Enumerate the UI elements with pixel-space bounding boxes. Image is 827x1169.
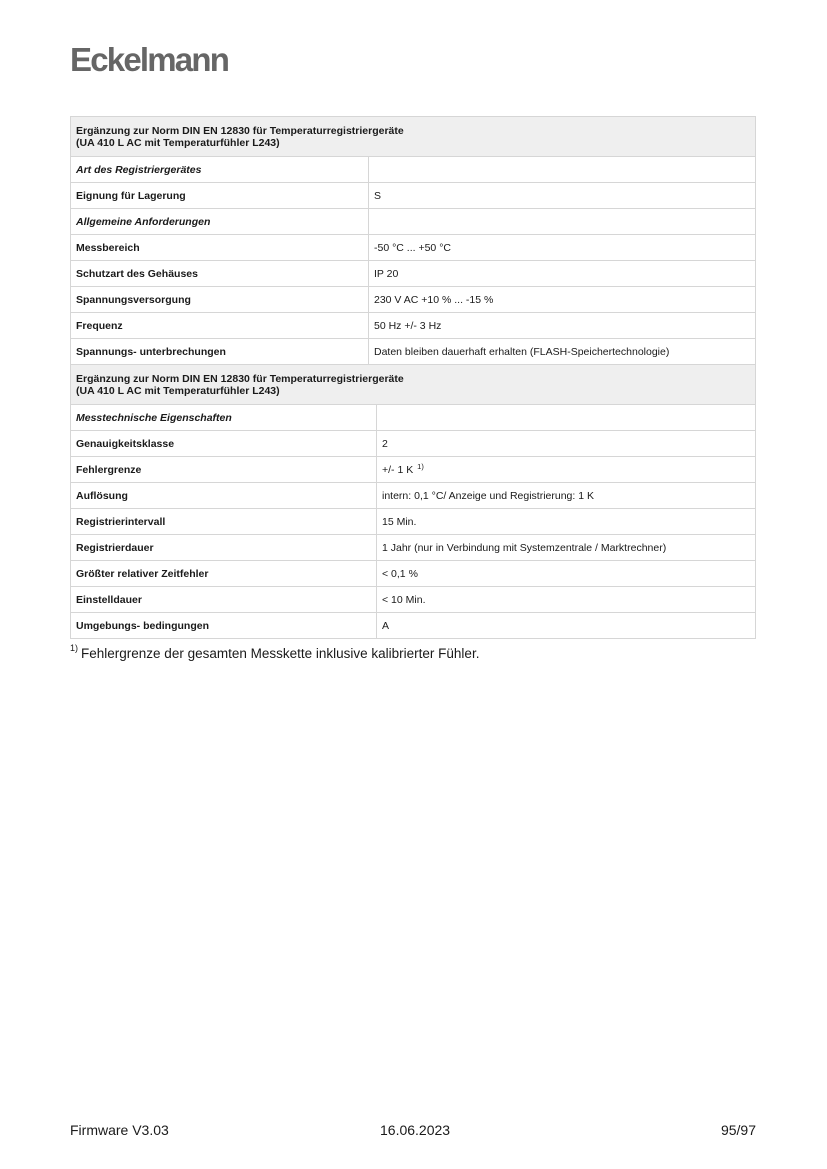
- table-row: [71, 457, 756, 483]
- footnote: [70, 643, 480, 661]
- row-label: Registrierdauer: [71, 535, 377, 561]
- table-header-title: Ergänzung zur Norm DIN EN 12830 für Temperaturregistriergeräte: [76, 125, 404, 137]
- row-label: Fehlergrenze: [71, 457, 377, 483]
- row-label: Messbereich: [71, 235, 369, 261]
- row-label: Genauigkeitsklasse: [71, 431, 377, 457]
- row-value: -50 °C ... +50 °C: [369, 235, 756, 261]
- row-value: [377, 405, 756, 431]
- table-row: [71, 509, 756, 535]
- table-row: [71, 157, 756, 183]
- row-label: Registrierintervall: [71, 509, 377, 535]
- spec-table-general: [70, 116, 756, 365]
- row-value: IP 20: [369, 261, 756, 287]
- section-label: Messtechnische Eigenschaften: [71, 405, 377, 431]
- row-value: S: [369, 183, 756, 209]
- table-row: [71, 613, 756, 639]
- row-label: Umgebungs- bedingungen: [71, 613, 377, 639]
- table-header-subtitle: (UA 410 L AC mit Temperaturfühler L243): [76, 385, 280, 397]
- table-row: [71, 483, 756, 509]
- table-row: [71, 405, 756, 431]
- row-value: 50 Hz +/- 3 Hz: [369, 313, 756, 339]
- footer-firmware-version: Firmware V3.03: [70, 1122, 169, 1138]
- row-value: < 10 Min.: [377, 587, 756, 613]
- row-label: Frequenz: [71, 313, 369, 339]
- row-value: 1 Jahr (nur in Verbindung mit Systemzentrale / Marktrechner): [377, 535, 756, 561]
- row-value-text: +/- 1 K: [382, 463, 414, 476]
- table-row: [71, 431, 756, 457]
- table-header-row: [71, 365, 756, 405]
- row-value: Daten bleiben dauerhaft erhalten (FLASH-Speichertechnologie): [369, 339, 756, 365]
- table-row: [71, 339, 756, 365]
- table-row: [71, 287, 756, 313]
- footnote-marker: 1): [70, 643, 79, 653]
- table-row: [71, 313, 756, 339]
- table-header-cell: [71, 117, 756, 157]
- section-label: Art des Registriergerätes: [71, 157, 369, 183]
- table-row: [71, 235, 756, 261]
- row-label: Spannungs- unterbrechungen: [71, 339, 369, 365]
- row-value: [369, 157, 756, 183]
- row-label: Eignung für Lagerung: [71, 183, 369, 209]
- spec-table-metrology: [70, 364, 756, 639]
- section-label: Allgemeine Anforderungen: [71, 209, 369, 235]
- table-row: [71, 587, 756, 613]
- table-header-title: Ergänzung zur Norm DIN EN 12830 für Temperaturregistriergeräte: [76, 373, 404, 385]
- row-label: Einstelldauer: [71, 587, 377, 613]
- table-header-subtitle: (UA 410 L AC mit Temperaturfühler L243): [76, 137, 280, 149]
- row-value: < 0,1 %: [377, 561, 756, 587]
- row-label: Auflösung: [71, 483, 377, 509]
- row-value: [377, 457, 756, 483]
- row-label: Spannungsversorgung: [71, 287, 369, 313]
- table-row: [71, 535, 756, 561]
- row-value: 15 Min.: [377, 509, 756, 535]
- row-value: 2: [377, 431, 756, 457]
- table-header-cell: [71, 365, 756, 405]
- table-header-row: [71, 117, 756, 157]
- row-label: Größter relativer Zeitfehler: [71, 561, 377, 587]
- footer-page-number: 95/97: [720, 1122, 756, 1138]
- table-row: [71, 561, 756, 587]
- table-row: [71, 183, 756, 209]
- table-row: [71, 261, 756, 287]
- eckelmann-logo: Eckelmann: [70, 41, 229, 78]
- footer-date: 16.06.2023: [380, 1122, 451, 1138]
- row-value: A: [377, 613, 756, 639]
- row-label: Schutzart des Gehäuses: [71, 261, 369, 287]
- row-value: intern: 0,1 °C/ Anzeige und Registrierung: 1 K: [377, 483, 756, 509]
- table-row: [71, 209, 756, 235]
- footnote-text: Fehlergrenze der gesamten Messkette inklusive kalibrierter Fühler.: [81, 646, 480, 661]
- footnote-reference: 1): [417, 461, 424, 471]
- row-value: 230 V AC +10 % ... -15 %: [369, 287, 756, 313]
- row-value: [369, 209, 756, 235]
